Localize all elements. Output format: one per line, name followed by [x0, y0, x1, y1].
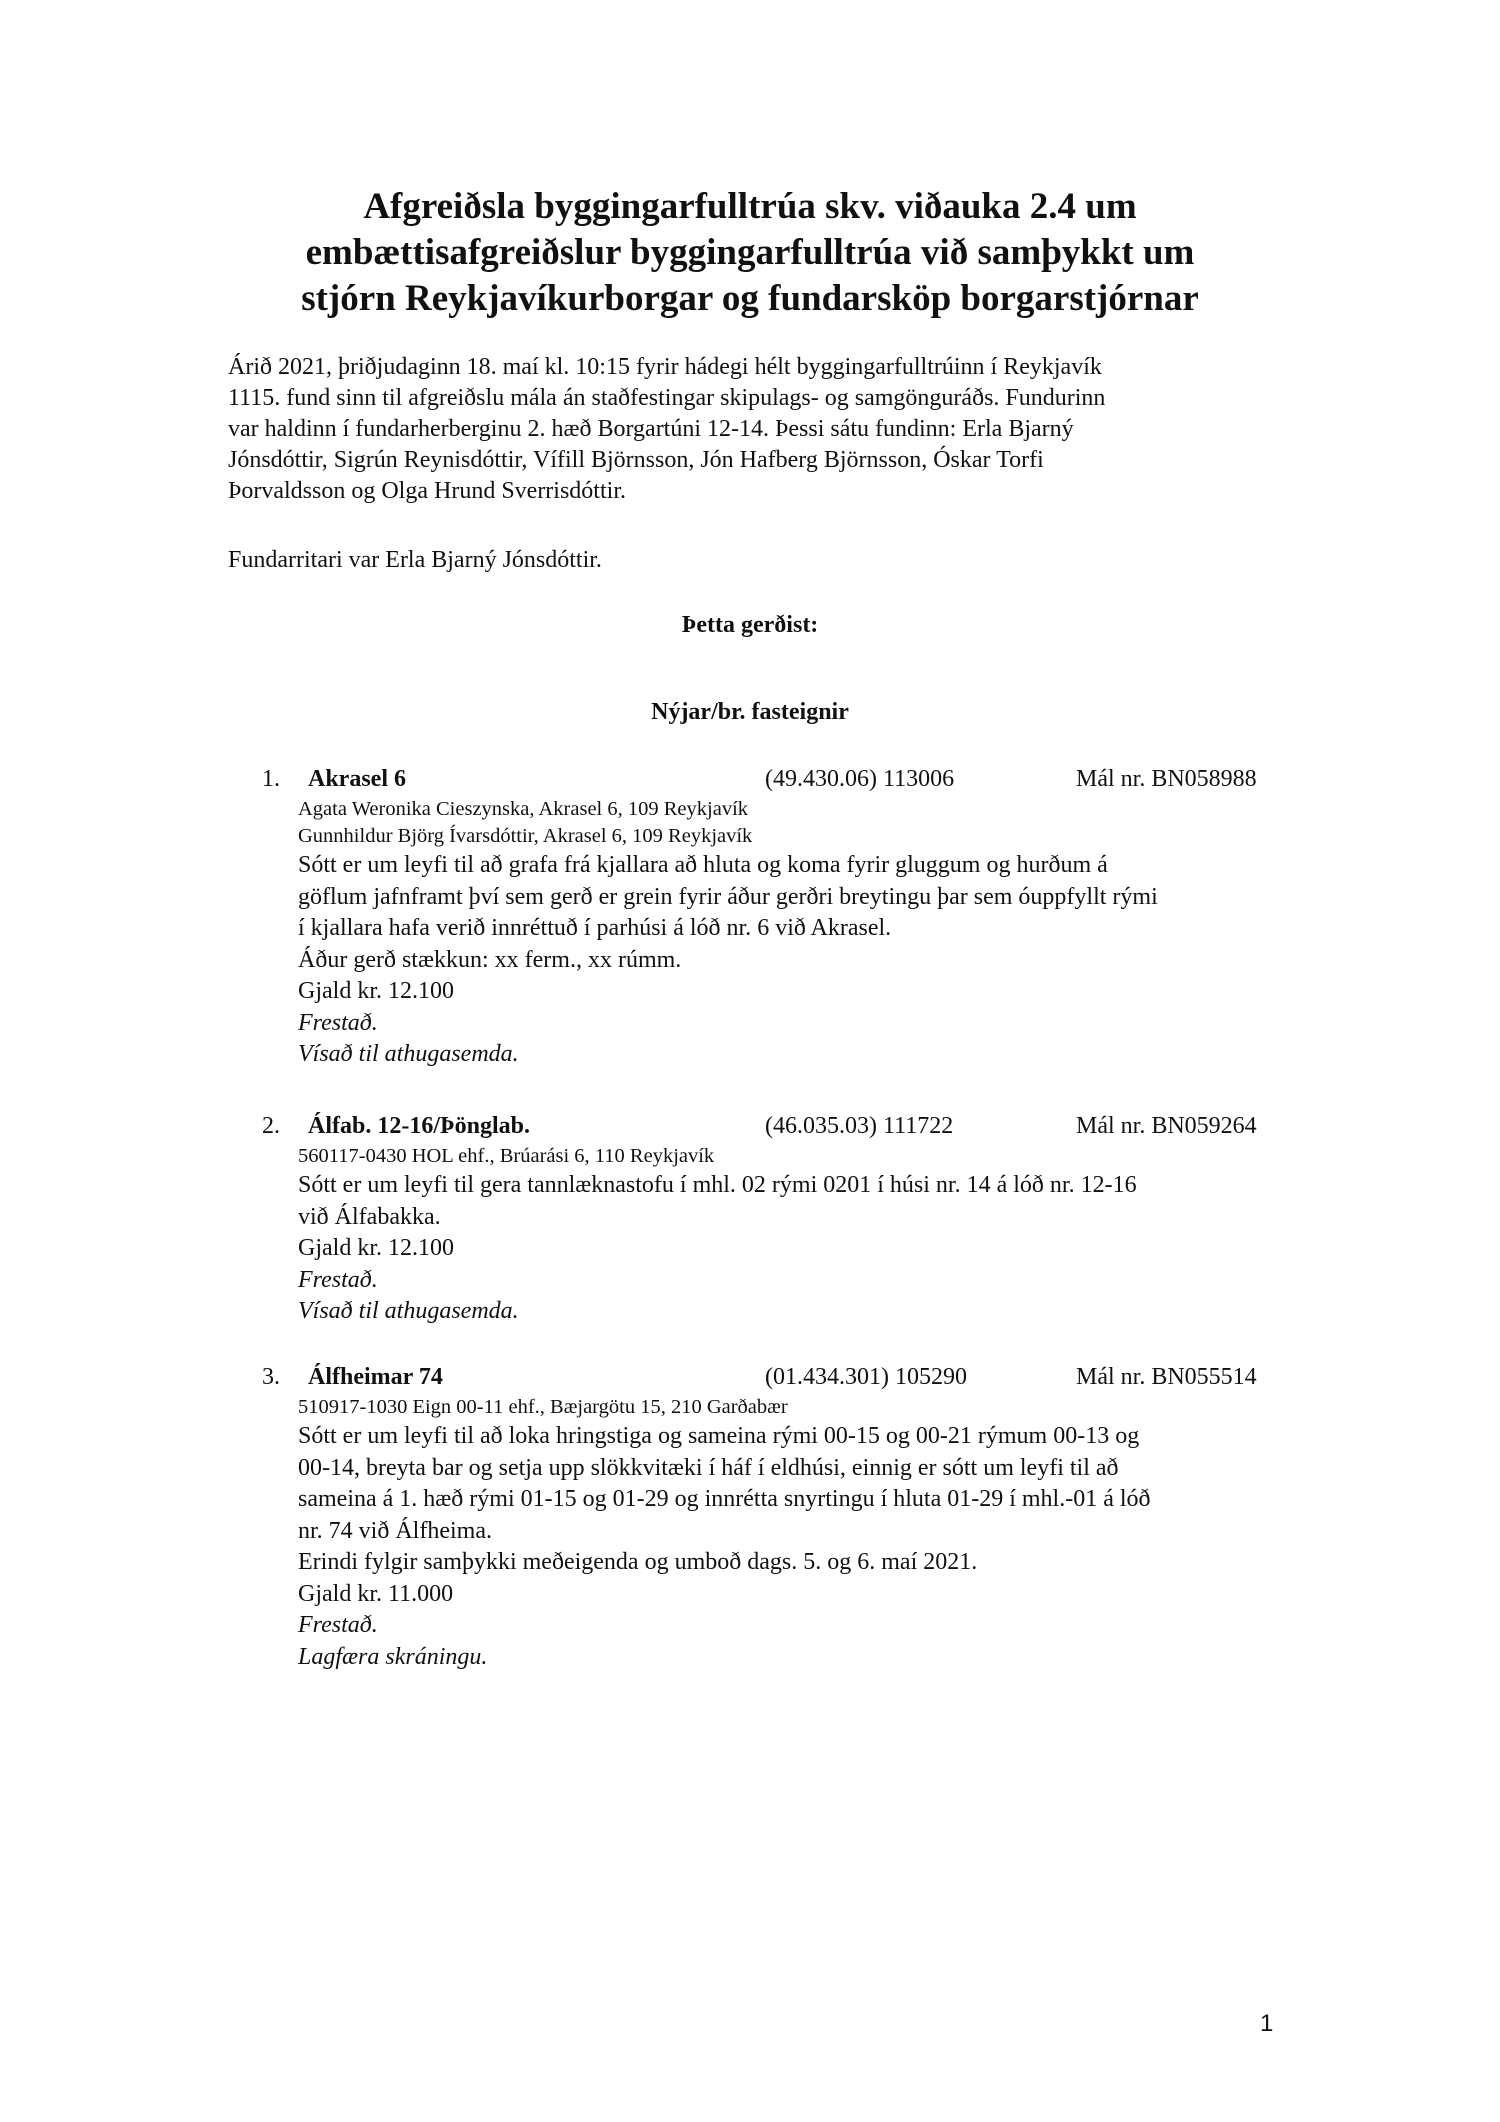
fee: Gjald kr. 11.000 [298, 1580, 454, 1607]
land-id: (46.035.03) 111722 [765, 1113, 954, 1139]
title-line: Afgreiðsla byggingarfulltrúa skv. viðauka 2.4 um [363, 186, 1137, 227]
title-line: stjórn Reykjavíkurborgar og fundarsköp borgarstjórnar [301, 278, 1199, 319]
case-address: Álfab. 12-16/Þönglab. [308, 1113, 531, 1139]
description-line: Sótt er um leyfi til að grafa frá kjallara að hluta og koma fyrir gluggum og hurðum á [298, 852, 1108, 878]
applicant: 510917-1030 Eign 00-11 ehf., Bæjargötu 15, 210 Garðabær [298, 1396, 788, 1418]
case-item [0, 1111, 1500, 1328]
case-body [298, 1170, 1298, 1328]
events-heading: Þetta gerðist: [681, 612, 819, 638]
description-line: við Álfabakka. [298, 1203, 441, 1230]
decision-note: Vísað til athugasemda. [298, 1298, 519, 1324]
land-id: (01.434.301) 105290 [765, 1364, 967, 1390]
case-header [0, 764, 1500, 796]
applicant: Agata Weronika Cieszynska, Akrasel 6, 109 Reykjavík [298, 798, 749, 820]
case-item [0, 1362, 1500, 1673]
document-title [150, 184, 1350, 322]
description-line: í kjallara hafa verið innréttuð í parhúsi á lóð nr. 6 við Akrasel. [298, 915, 892, 941]
case-number: 2. [262, 1113, 280, 1139]
title-line: embættisafgreiðslur byggingarfulltrúa við samþykkt um [305, 232, 1195, 273]
description-line: nr. 74 við Álfheima. [298, 1517, 492, 1544]
fee: Gjald kr. 12.100 [298, 978, 454, 1004]
intro-line: Jónsdóttir, Sigrún Reynisdóttir, Vífill Björnsson, Jón Hafberg Björnsson, Óskar Torfi [228, 447, 1044, 473]
decision: Frestað. [298, 1612, 378, 1638]
intro-line: 1115. fund sinn til afgreiðslu mála án staðfestingar skipulags- og samgönguráðs. Fundurinn [228, 385, 1106, 411]
description-line: Áður gerð stækkun: xx ferm., xx rúmm. [298, 946, 682, 973]
description-line: Erindi fylgir samþykki meðeigenda og umboð dags. 5. og 6. maí 2021. [298, 1549, 978, 1575]
fee: Gjald kr. 12.100 [298, 1235, 454, 1261]
secretary-line: Fundarritari var Erla Bjarný Jónsdóttir. [228, 547, 602, 573]
description-line: sameina á 1. hæð rými 01-15 og 01-29 og innrétta snyrtingu í hluta 01-29 í mhl.-01 á lóð [298, 1486, 1151, 1512]
description-line: Sótt er um leyfi til að loka hringstiga og sameina rými 00-15 og 00-21 rýmum 00-13 og [298, 1423, 1140, 1449]
decision-note: Lagfæra skráningu. [298, 1643, 488, 1670]
intro-line: Þorvaldsson og Olga Hrund Sverrisdóttir. [228, 478, 626, 504]
intro-line: var haldinn í fundarherberginu 2. hæð Borgartúni 12-14. Þessi sátu fundinn: Erla Bjarný [228, 416, 1074, 442]
case-id: Mál nr. BN058988 [1076, 766, 1257, 792]
case-number: 3. [262, 1364, 280, 1390]
intro-line: Árið 2021, þriðjudaginn 18. maí kl. 10:15 fyrir hádegi hélt byggingarfulltrúinn í Reykjavík [228, 354, 1102, 380]
case-id: Mál nr. BN059264 [1076, 1113, 1257, 1139]
case-body [298, 850, 1298, 1071]
case-item [0, 764, 1500, 1071]
decision: Frestað. [298, 1266, 378, 1293]
decision: Frestað. [298, 1009, 378, 1036]
case-address: Álfheimar 74 [308, 1364, 443, 1390]
applicant: Gunnhildur Björg Ívarsdóttir, Akrasel 6, 109 Reykjavík [298, 825, 753, 847]
case-number: 1. [262, 766, 280, 792]
description-line: Sótt er um leyfi til gera tannlæknastofu í mhl. 02 rými 0201 í húsi nr. 14 á lóð nr. 12-16 [298, 1172, 1137, 1198]
case-id: Mál nr. BN055514 [1076, 1364, 1257, 1390]
land-id: (49.430.06) 113006 [765, 766, 955, 792]
description-line: göflum jafnframt því sem gerð er grein fyrir áður gerðri breytingu þar sem óuppfyllt rými [298, 883, 1158, 910]
meeting-intro [228, 352, 1308, 507]
case-header [0, 1111, 1500, 1143]
page-number: 1 [1260, 2010, 1274, 2037]
applicant: 560117-0430 HOL ehf., Brúarási 6, 110 Reykjavík [298, 1145, 715, 1167]
decision-note: Vísað til athugasemda. [298, 1041, 519, 1067]
case-body [298, 1421, 1298, 1673]
case-header [0, 1362, 1500, 1394]
description-line: 00-14, breyta bar og setja upp slökkvitæki í háf í eldhúsi, einnig er sótt um leyfi til að [298, 1454, 1119, 1481]
section-heading: Nýjar/br. fasteignir [651, 699, 849, 725]
case-address: Akrasel 6 [308, 766, 406, 792]
